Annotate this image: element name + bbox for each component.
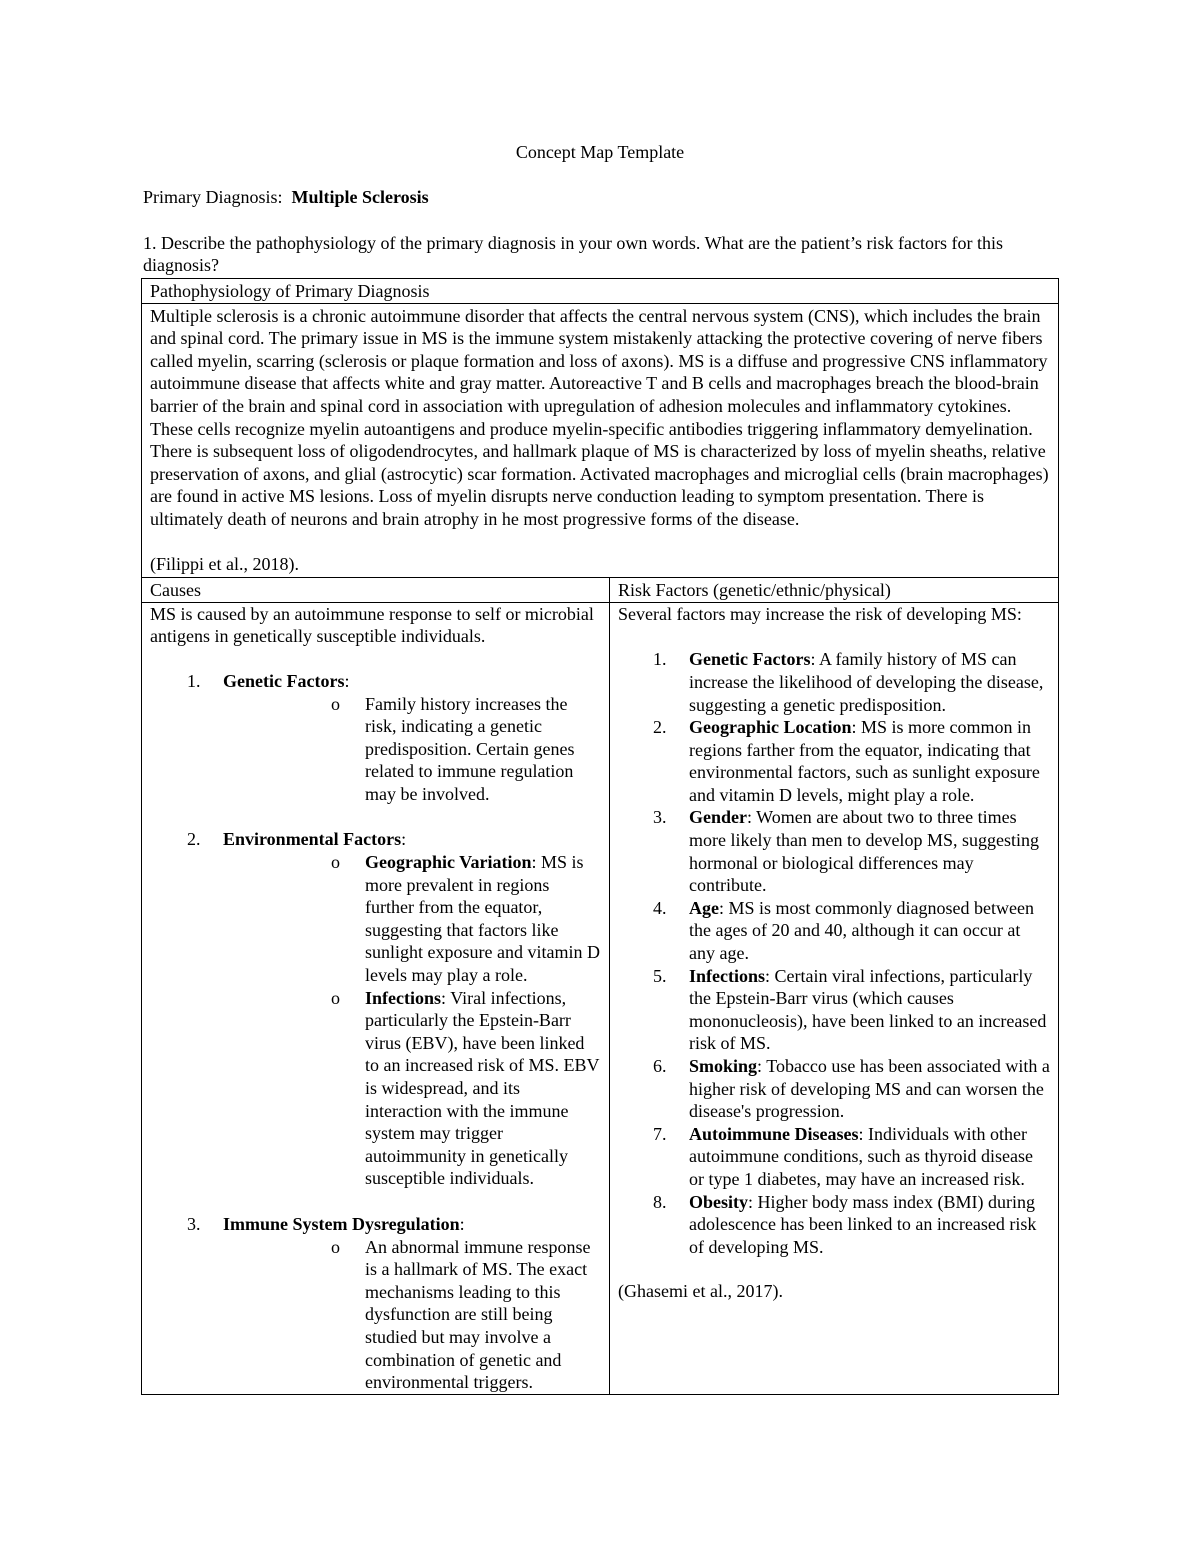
patho-body: Multiple sclerosis is a chronic autoimmune disorder that affects the central nervous system (CNS), which includes the brain and spinal cord. The primary issue in MS is the immune system mistakenly attacking the protective covering of nerve fibers called myelin, scarring (sclerosis or plaque formation and loss of axons). MS is a diffuse and progressive CNS inflammatory autoimmune disease that affects white and gray matter. Autoreactive T and B cells and macrophages breach the blood-brain barrier of the brain and spinal cord in association with upregulation of adhesion molecules and inflammatory cytokines. These cells recognize myelin autoantigens and produce myelin-specific antibodies triggering inflammatory demyelination. There is subsequent loss of oligodendrocytes, and hallmark plaque of MS is characterized by loss of myelin sheaths, relative preservation of axons, and glial (astrocytic) scar formation. Activated macrophages and microglial cells (brain macrophages) are found in active MS lesions. Loss of myelin disrupts nerve conduction leading to symptom presentation. There is ultimately death of neurons and brain atrophy in he most progressive forms of the disease.	[150, 305, 1049, 529]
risk-text: : Certain viral infections, particularly the Epstein-Barr virus (which causes mononucleosis), have been linked to an increased risk of MS.	[689, 965, 1047, 1054]
cause-number: 3.	[187, 1213, 201, 1234]
cause-subitem	[223, 693, 601, 806]
cause-suffix: :	[401, 829, 407, 850]
risk-item	[618, 806, 1050, 896]
cause-suffix: :	[344, 670, 350, 691]
risk-title: Gender	[689, 807, 747, 828]
cause-subitem	[223, 987, 601, 1190]
risk-intro: Several factors may increase the risk of developing MS:	[618, 603, 1022, 624]
risk-title: Infections	[689, 965, 765, 986]
causes-intro: MS is caused by an autoimmune response to self or microbial antigens in genetically susceptible individuals.	[150, 603, 594, 647]
cause-suffix: :	[459, 1213, 465, 1234]
cause-subitem-text: An abnormal immune response is a hallmark of MS. The exact mechanisms leading to this dysfunction are still being studied but may involve a combination of genetic and environmental triggers.	[365, 1236, 591, 1393]
risk-citation: (Ghasemi et al., 2017).	[618, 1281, 783, 1302]
cause-item	[150, 670, 601, 806]
risk-number: 7.	[653, 1123, 667, 1144]
cause-subitem-text: Family history increases the risk, indicating a genetic predisposition. Certain genes related to immune regulation may be involved.	[365, 693, 575, 804]
cause-title: Immune System Dysregulation	[223, 1213, 460, 1234]
risk-item	[618, 1191, 1050, 1259]
risk-number: 1.	[653, 649, 667, 670]
patho-header: Pathophysiology of Primary Diagnosis	[142, 279, 1059, 304]
risk-cell	[610, 602, 1059, 1394]
risk-number: 2.	[653, 717, 667, 738]
primary-diagnosis	[143, 187, 429, 208]
cause-title: Environmental Factors	[223, 829, 402, 850]
diagnosis-label: Primary Diagnosis:	[143, 187, 283, 207]
risk-text: : MS is more common in regions farther from the equator, indicating that environmental factors, such as sunlight exposure and vitamin D levels, might play a role.	[689, 717, 1040, 805]
risk-number: 3.	[653, 807, 667, 828]
cause-subitem-text: MS is more prevalent in regions further from the equator, suggesting that factors like sunlight exposure and vitamin D levels may play a role.	[365, 852, 600, 986]
cause-subitems	[223, 851, 601, 1190]
risk-item	[618, 1055, 1050, 1123]
risk-text: : A family history of MS can increase the likelihood of developing the disease, suggesting a genetic predisposition.	[689, 649, 1044, 715]
causes-header: Causes	[142, 578, 610, 603]
risk-text: : Women are about two to three times more likely than men to develop MS, suggesting hormonal or biological differences may contribute.	[689, 807, 1039, 896]
risk-header: Risk Factors (genetic/ethnic/physical)	[610, 578, 1059, 603]
risk-text: : Individuals with other autoimmune conditions, such as thyroid disease or type 1 diabetes, may have an increased risk.	[689, 1123, 1033, 1189]
causes-cell	[142, 602, 610, 1394]
cause-subitem-text: Viral infections, particularly the Epstein-Barr virus (EBV), have been linked to an increased risk of MS. EBV is widespread, and its interaction with the immune system may trigger autoimmunity in genetically susceptible individuals.	[365, 987, 600, 1189]
cause-number: 1.	[187, 670, 201, 691]
risk-title: Geographic Location	[689, 717, 852, 738]
risk-title: Genetic Factors	[689, 649, 811, 670]
patho-cell	[142, 303, 1059, 578]
cause-item	[150, 1213, 601, 1394]
risk-item	[618, 1123, 1050, 1191]
cause-subitem-title: Geographic Variation	[365, 852, 532, 873]
risk-number: 8.	[653, 1191, 667, 1212]
bullet-icon: o	[331, 852, 340, 873]
causes-list	[150, 670, 601, 1394]
risk-item	[618, 897, 1050, 965]
risk-title: Age	[689, 897, 719, 918]
risk-text: : Higher body mass index (BMI) during adolescence has been linked to an increased risk of developing MS.	[689, 1191, 1037, 1257]
cause-number: 2.	[187, 829, 201, 850]
risk-text: : Tobacco use has been associated with a higher risk of developing MS and can worsen the disease's progression.	[689, 1056, 1050, 1122]
bullet-icon: o	[331, 693, 340, 714]
bullet-icon: o	[331, 987, 340, 1008]
cause-subitem-sep: :	[441, 987, 451, 1008]
cause-subitem	[223, 1236, 601, 1394]
page-title: Concept Map Template	[515, 142, 685, 162]
risk-number: 5.	[653, 965, 667, 986]
risk-number: 6.	[653, 1056, 667, 1076]
cause-subitem-sep: :	[531, 852, 542, 873]
risk-title: Autoimmune Diseases	[689, 1123, 859, 1144]
diagnosis-value: Multiple Sclerosis	[291, 187, 429, 207]
cause-subitems	[223, 1236, 601, 1394]
cause-item	[150, 828, 601, 1190]
risk-item	[618, 716, 1050, 806]
cause-title: Genetic Factors	[223, 670, 345, 691]
risk-item	[618, 648, 1050, 716]
cause-subitems	[223, 693, 601, 806]
cause-subitem	[223, 851, 601, 987]
question-text: 1. Describe the pathophysiology of the primary diagnosis in your own words. What are the patient’s risk factors for this diagnosis?	[143, 233, 1003, 275]
bullet-icon: o	[331, 1236, 340, 1257]
cause-subitem-title: Infections	[365, 987, 441, 1008]
risk-title: Smoking	[689, 1056, 758, 1076]
patho-citation: (Filippi et al., 2018).	[150, 553, 299, 574]
risk-list	[618, 648, 1050, 1258]
risk-number: 4.	[653, 897, 667, 918]
concept-map-table	[141, 278, 1059, 1395]
risk-title: Obesity	[689, 1191, 749, 1212]
risk-text: : MS is most commonly diagnosed between the ages of 20 and 40, although it can occur at any age.	[689, 897, 1034, 964]
risk-item	[618, 965, 1050, 1055]
